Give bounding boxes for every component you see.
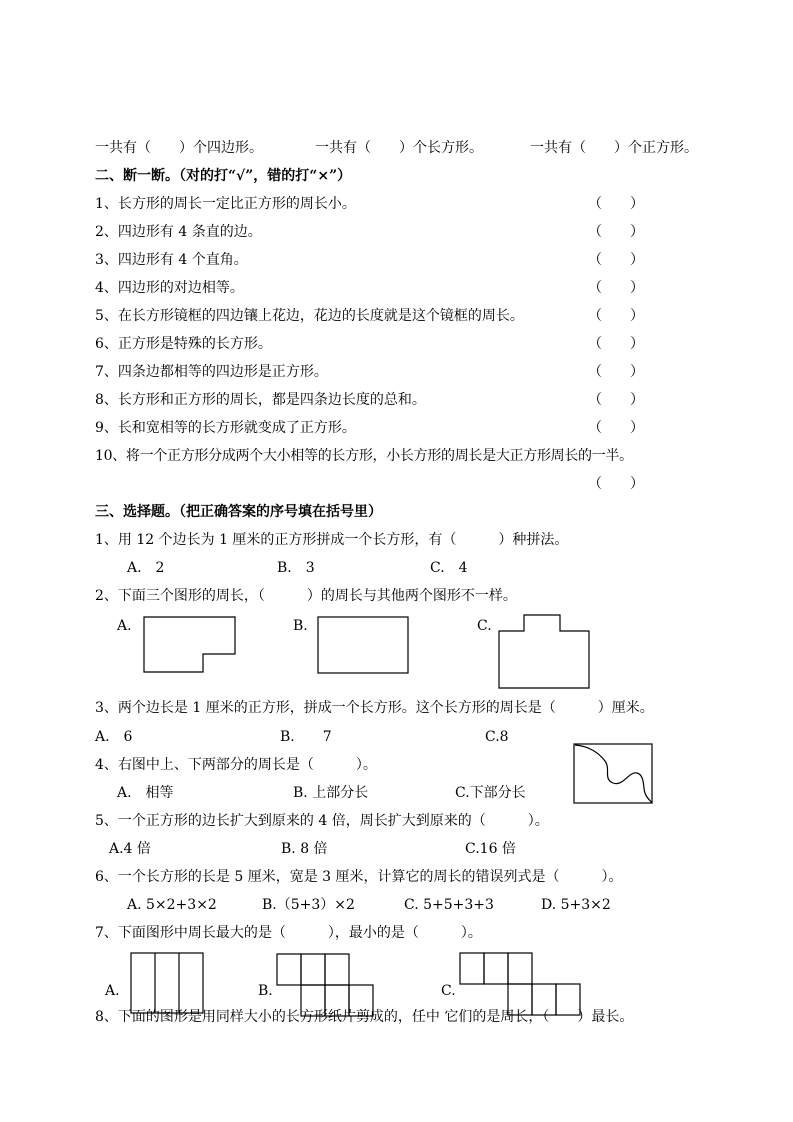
answer-blank-6[interactable]: （ ） <box>588 336 644 352</box>
q6-option-a[interactable]: A. 5×2+3×2 <box>127 897 217 913</box>
q6-option-c[interactable]: C. 5+5+3+3 <box>404 897 494 913</box>
q4-option-c[interactable]: C.下部分长 <box>455 785 526 801</box>
judge-item-6: 6、正方形是特殊的长方形。 <box>95 336 272 352</box>
q2-figure-a <box>143 616 237 674</box>
q7-text: 7、下面图形中周长最大的是（ ），最小的是（ ）。 <box>95 925 482 941</box>
q2-option-c[interactable]: C. <box>477 618 492 634</box>
judge-item-4: 4、四边形的对边相等。 <box>95 280 244 296</box>
q5-option-a[interactable]: A.4 倍 <box>109 841 151 857</box>
judge-item-2: 2、四边形有 4 条直的边。 <box>95 224 262 240</box>
answer-blank-3[interactable]: （ ） <box>588 252 644 268</box>
q5-text: 5、一个正方形的边长扩大到原来的 4 倍，周长扩大到原来的（ ）。 <box>95 813 549 829</box>
answer-blank-5[interactable]: （ ） <box>588 308 644 324</box>
q5-option-c[interactable]: C.16 倍 <box>465 841 516 857</box>
q2-option-a[interactable]: A. <box>117 618 132 634</box>
top-line-part2: 一共有（ ）个长方形。 <box>315 140 483 156</box>
q1-option-a[interactable]: A. 2 <box>127 560 165 576</box>
q3-option-a[interactable]: A. 6 <box>95 729 133 745</box>
q3-option-c[interactable]: C.8 <box>485 729 509 745</box>
q2-figure-b <box>317 616 411 674</box>
q4-text: 4、右图中上、下两部分的周长是（ ）。 <box>95 757 377 773</box>
judge-item-9: 9、长和宽相等的长方形就变成了正方形。 <box>95 420 356 436</box>
q2-text: 2、下面三个图形的周长，（ ）的周长与其他两个图形不一样。 <box>95 588 517 604</box>
answer-blank-9[interactable]: （ ） <box>588 420 644 436</box>
q8-text: 8、下面的图形是用同样大小的长方形纸片剪成的，任中 它们的是周长，（ ）最长。 <box>95 1009 634 1025</box>
answer-blank-10[interactable]: （ ） <box>588 476 644 492</box>
section3-title: 三、选择题。（把正确答案的序号填在括号里） <box>95 504 382 520</box>
q7-option-a[interactable]: A. <box>105 983 120 999</box>
judge-item-3: 3、四边形有 4 个直角。 <box>95 252 248 268</box>
top-line-part3: 一共有（ ）个正方形。 <box>530 140 698 156</box>
judge-item-7: 7、四条边都相等的四边形是正方形。 <box>95 364 328 380</box>
answer-blank-7[interactable]: （ ） <box>588 364 644 380</box>
answer-blank-4[interactable]: （ ） <box>588 280 644 296</box>
judge-item-5: 5、在长方形镜框的四边镶上花边，花边的长度就是这个镜框的周长。 <box>95 308 524 324</box>
top-line-part1: 一共有（ ）个四边形。 <box>95 140 263 156</box>
q4-figure <box>573 743 655 805</box>
answer-blank-8[interactable]: （ ） <box>588 392 644 408</box>
q3-option-b[interactable]: B. 7 <box>280 729 332 745</box>
section2-title: 二、断一断。（对的打“√”，错的打“×”） <box>95 168 352 184</box>
q1-text: 1、用 12 个边长为 1 厘米的正方形拼成一个长方形，有（ ）种拼法。 <box>95 532 569 548</box>
answer-blank-1[interactable]: （ ） <box>588 196 644 212</box>
judge-item-8: 8、长方形和正方形的周长，都是四条边长度的总和。 <box>95 392 426 408</box>
q7-option-c[interactable]: C. <box>441 983 456 999</box>
q6-option-d[interactable]: D. 5+3×2 <box>541 897 611 913</box>
q1-option-c[interactable]: C. 4 <box>430 560 468 576</box>
q1-option-b[interactable]: B. 3 <box>277 560 315 576</box>
answer-blank-2[interactable]: （ ） <box>588 224 644 240</box>
judge-item-1: 1、长方形的周长一定比正方形的周长小。 <box>95 196 356 212</box>
q3-text: 3、两个边长是 1 厘米的正方形，拼成一个长方形。这个长方形的周长是（ ）厘米。 <box>95 700 654 716</box>
q6-text: 6、一个长方形的长是 5 厘米，宽是 3 厘米，计算它的周长的错误列式是（ ）。 <box>95 869 623 885</box>
q5-option-b[interactable]: B. 8 倍 <box>281 841 328 857</box>
q7-figure-a <box>130 952 204 1014</box>
q4-option-a[interactable]: A. 相等 <box>117 785 174 801</box>
q4-option-b[interactable]: B. 上部分长 <box>293 785 369 801</box>
q6-option-b[interactable]: B.（5+3）×2 <box>262 897 355 913</box>
judge-item-10: 10、将一个正方形分成两个大小相等的长方形，小长方形的周长是大正方形周长的一半。 <box>95 448 633 464</box>
q7-option-b[interactable]: B. <box>258 983 273 999</box>
q2-option-b[interactable]: B. <box>293 618 308 634</box>
q2-figure-c <box>498 614 592 690</box>
